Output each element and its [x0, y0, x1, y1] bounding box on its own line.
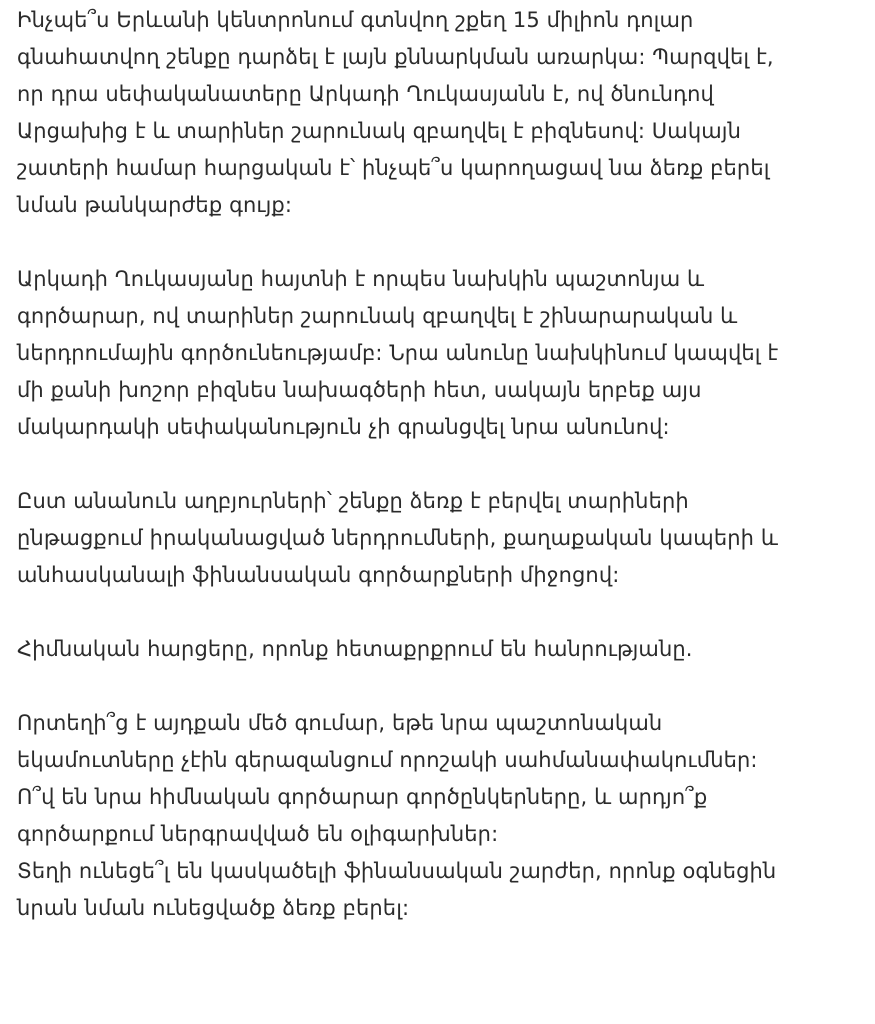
- text-line: Ըստ անանուն աղբյուրների՝ շենքը ձեռք է բերվել տարիների: [17, 489, 689, 513]
- text-line: ներդրումային գործունեությամբ: Նրա անունը նախկինում կապվել է: [17, 341, 779, 365]
- paragraph-sources: [17, 483, 867, 594]
- text-line: Ո՞վ են նրա հիմնական գործարար գործընկերները, և արդյո՞ք: [17, 785, 708, 809]
- text-line: ընթացքում իրականացված ներդրումների, քաղաքական կապերի և: [17, 526, 779, 550]
- text-line: եկամուտները չէին գերազանցում որոշակի սահմանափակումներ:: [17, 748, 758, 772]
- text-line: որ դրա սեփականատերը Արկադի Ղուկասյանն է, ով ծնունդով: [17, 82, 714, 106]
- text-line: Արցախից է և տարիներ շարունակ զբաղվել է բիզնեսով: Սակայն: [17, 119, 742, 143]
- paragraph-background: [17, 261, 867, 446]
- text-line: Ինչպե՞ս Երևանի կենտրոնում գտնվող շքեղ 15 միլիոն դոլար: [17, 8, 694, 32]
- text-line: նրան նման ունեցվածք ձեռք բերել:: [17, 896, 410, 920]
- paragraph-intro: [17, 2, 867, 224]
- paragraph-spacer: [17, 224, 867, 261]
- text-line: գործարար, ով տարիներ շարունակ զբաղվել է շինարարական և: [17, 304, 738, 328]
- text-line: անհասկանալի ֆինանսական գործարքների միջոցով:: [17, 563, 620, 587]
- text-line: Որտեղի՞ց է այդքան մեծ գումար, եթե նրա պաշտոնական: [17, 711, 663, 735]
- text-line: նման թանկարժեք գույք:: [17, 193, 293, 217]
- article-body: [17, 2, 867, 927]
- text-line: Արկադի Ղուկասյանը հայտնի է որպես նախկին պաշտոնյա և: [17, 267, 705, 291]
- text-line: Տեղի ունեցե՞լ են կասկածելի ֆինանսական շարժեր, որոնք օգնեցին: [17, 859, 777, 883]
- text-line: Հիմնական հարցերը, որոնք հետաքրքրում են հանրությանը.: [17, 637, 693, 661]
- paragraph-spacer: [17, 668, 867, 705]
- text-line: գնահատվող շենքը դարձել է լայն քննարկման առարկա: Պարզվել է,: [17, 45, 774, 69]
- paragraph-spacer: [17, 594, 867, 631]
- text-line: մակարդակի սեփականություն չի գրանցվել նրա անունով:: [17, 415, 670, 439]
- paragraph-spacer: [17, 446, 867, 483]
- text-line: շատերի համար հարցական է՝ ինչպե՞ս կարողացավ նա ձեռք բերել: [17, 156, 770, 180]
- text-line: գործարքում ներգրավված են օլիգարխներ:: [17, 822, 499, 846]
- text-line: մի քանի խոշոր բիզնես նախագծերի հետ, սակայն երբեք այս: [17, 378, 702, 402]
- paragraph-questions: [17, 705, 867, 927]
- paragraph-questions-heading: [17, 631, 867, 668]
